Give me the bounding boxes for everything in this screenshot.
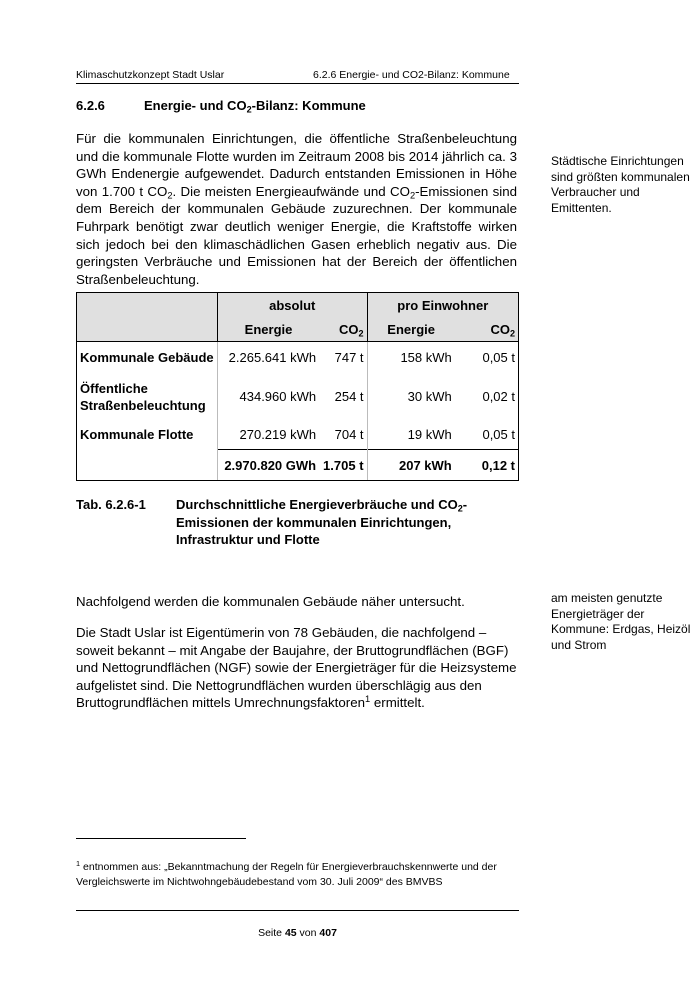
table-corner-cell <box>77 293 218 342</box>
row-label: Kommunale Flotte <box>77 420 218 450</box>
body-paragraph-1: Nachfolgend werden die kommunalen Gebäude näher untersucht. <box>76 594 465 609</box>
caption-text: Durchschnittliche Energieverbräuche und $CO_2$-Emissionen der kommunalen Einrichtungen, Infrastruktur und Flotte <box>176 497 468 548</box>
cell-pc-co2: 0,05 t <box>455 342 519 374</box>
cell-abs-co2: 254 t <box>334 389 364 404</box>
group-header-per-capita: pro Einwohner <box>367 293 518 318</box>
footnote: $^1$ entnommen aus: „Bekanntmachung der Regeln für Energieverbrauchskennwerte und der Vergleichswerte im Nichtwohngebäudebestand vom 30. Juli 2009“ des BMVBS <box>76 858 497 888</box>
total-label-cell <box>77 450 218 481</box>
cell-abs-co2: 747 t <box>319 342 367 374</box>
caption-number: Tab. 6.2.6-1 <box>76 497 146 512</box>
table-row <box>77 374 519 420</box>
cell-pc-energy: 158 kWh <box>367 342 455 374</box>
body-paragraph-2: Die Stadt Uslar ist Eigentümerin von 78 Gebäuden, die nachfolgend – soweit bekannt – mit Angabe der Baujahre, der Bruttogrundflächen (BGF) und Nettogrundflächen (NGF) sowie der Energieträger für die Heizsysteme aufgelistet sind. Die Nettogrundflächen wurden überschlägig aus den Bruttogrundflächen mittels Umrechnungsfaktoren$^1$ ermittelt. <box>76 625 517 711</box>
running-header-right: 6.2.6 Energie- und CO2-Bilanz: Kommune <box>313 69 510 81</box>
cell-abs-energy: 434.960 kWh <box>217 374 319 420</box>
running-header-left: Klimaschutzkonzept Stadt Uslar <box>76 69 225 81</box>
section-number: 6.2.6 <box>76 98 105 113</box>
cell-pc-co2: 0,02 t <box>455 374 519 420</box>
cell-pc-energy: 30 kWh <box>367 374 455 420</box>
total-abs-energy: 2.970.820 GWh <box>217 450 319 481</box>
intro-paragraph: Für die kommunalen Einrichtungen, die öffentliche Straßenbeleuchtung und die kommunale Flotte wurden im Zeitraum 2008 bis 2014 jährlich ca. 3 GWh Endenergie aufgewendet. Dadurch entstanden Emissionen in Höhe von 1.700 t $CO_2$. Die meisten Energieaufwände und $CO_2$-Emissionen sind dem Bereich der kommunalen Gebäude zuzurechnen. Der kommunale Fuhrpark benötigt zwar deutlich weniger Energie, die Kraftstoffe wirken sich jedoch bei den klimaschädlichen Gasen erheblich negativ aus. Die geringsten Verbräuche und Emissionen hat der Bereich der öffentlichen Straßenbeleuchtung. <box>76 131 517 287</box>
footer-divider <box>76 910 519 911</box>
group-header-absolut: absolut <box>217 293 367 318</box>
row-label: Öffentliche Straßenbeleuchtung <box>77 374 218 420</box>
table-total-row <box>77 450 519 481</box>
table-row <box>77 342 519 374</box>
col-header-pc-energy: Energie <box>367 317 455 342</box>
margin-note-2: am meisten genutzte Energieträger der Kommune: Erdgas, Heizöl und Strom <box>551 591 691 652</box>
section-title: Energie- und $CO_2$-Bilanz: Kommune <box>144 98 366 115</box>
cell-abs-energy: 270.219 kWh <box>217 420 319 450</box>
table-header-row-1 <box>77 293 519 318</box>
col-header-abs-energy: Energie <box>217 317 319 342</box>
total-pc-co2: 0,12 t <box>455 450 519 481</box>
table-row <box>77 420 519 450</box>
row-label: Kommunale Gebäude <box>77 342 218 374</box>
margin-note-1: Städtische Einrichtungen sind größten kommunalen Verbraucher und Emittenten. <box>551 154 690 215</box>
cell-abs-energy: 2.265.641 kWh <box>217 342 319 374</box>
footnote-divider <box>76 838 246 839</box>
total-pc-energy: 207 kWh <box>367 450 455 481</box>
cell-pc-energy: 19 kWh <box>367 420 455 450</box>
energy-table <box>76 292 519 481</box>
total-abs-co2: 1.705 t <box>319 450 367 481</box>
page-number: Seite 45 von 407 <box>258 927 337 939</box>
col-header-abs-co2: $CO_2$ <box>319 317 367 342</box>
cell-pc-co2: 0,05 t <box>455 420 519 450</box>
cell-abs-co2: 704 t <box>334 426 364 442</box>
header-divider <box>76 83 519 84</box>
col-header-pc-co2: $CO_2$ <box>455 317 519 342</box>
